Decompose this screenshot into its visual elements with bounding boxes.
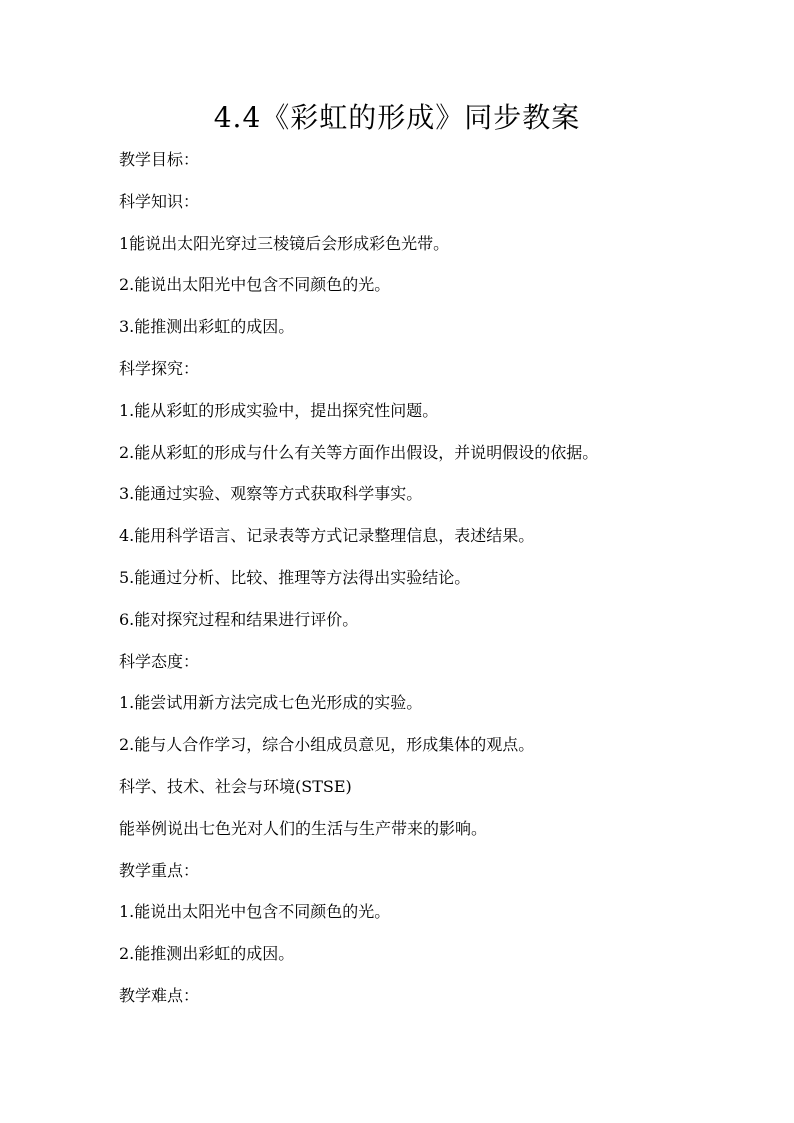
section-heading-key-points: 教学重点：	[119, 860, 200, 880]
body-line: 2.能从彩虹的形成与什么有关等方面作出假设，并说明假设的依据。	[119, 442, 599, 462]
body-line: 5.能通过分析、比较、推理等方法得出实验结论。	[119, 567, 471, 587]
subheading-stse: 科学、技术、社会与环境(STSE)	[119, 776, 352, 796]
body-line: 2.能推测出彩虹的成因。	[119, 944, 295, 964]
body-line: 1能说出太阳光穿过三棱镜后会形成彩色光带。	[119, 233, 450, 253]
body-line: 3.能推测出彩虹的成因。	[119, 317, 295, 337]
section-heading-difficult-points: 教学难点：	[119, 985, 200, 1005]
body-line: 能举例说出七色光对人们的生活与生产带来的影响。	[119, 818, 488, 838]
section-heading-teaching-goals: 教学目标：	[119, 150, 200, 169]
body-line: 2.能说出太阳光中包含不同颜色的光。	[119, 275, 391, 295]
document-body	[119, 145, 779, 1023]
body-line: 6.能对探究过程和结果进行评价。	[119, 609, 359, 629]
subheading-science-attitude: 科学态度：	[119, 651, 200, 671]
document-title: 4.4《彩虹的形成》同步教案	[213, 101, 581, 134]
body-line: 1.能尝试用新方法完成七色光形成的实验。	[119, 693, 423, 713]
body-line: 1.能从彩虹的形成实验中，提出探究性问题。	[119, 400, 439, 420]
body-line: 2.能与人合作学习，综合小组成员意见，形成集体的观点。	[119, 735, 535, 755]
subheading-science-knowledge: 科学知识：	[119, 191, 200, 211]
body-line: 1.能说出太阳光中包含不同颜色的光。	[119, 902, 391, 922]
body-line: 3.能通过实验、观察等方式获取科学事实。	[119, 484, 423, 504]
subheading-science-inquiry: 科学探究：	[119, 358, 200, 378]
body-line: 4.能用科学语言、记录表等方式记录整理信息，表述结果。	[119, 526, 535, 546]
